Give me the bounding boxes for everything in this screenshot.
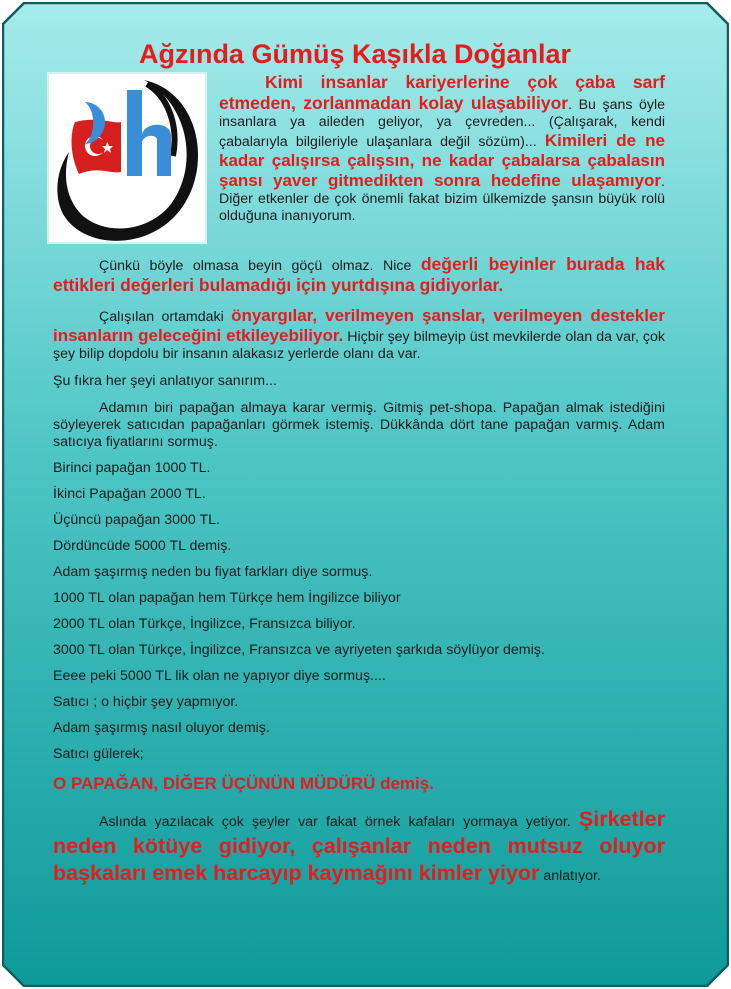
- joke-line: Eeee peki 5000 TL lik olan ne yapıyor diye sormuş....: [53, 668, 386, 684]
- workplace-text-2: Hiçbir şey bilmeyip üst mevkilerde olan da var, çok şey bilip dopdolu bir insanın alakasız yerlerde olanı da var.: [53, 329, 665, 362]
- joke-paragraph: Adamın biri papağan almaya karar vermiş. Gitmiş pet-shopa. Papağan almak istediğini söyleyerek satıcıdan papağanları görmek istemiş. Dükkânda dört tane papağan varmış. Adam satıcıya fiyatlarını sormuş.: [53, 400, 665, 450]
- intro-highlight-1: Kimi insanlar kariyerlerine çok çaba sarf etmeden, zorlanmadan kolay ulaşabiliyor: [219, 72, 665, 113]
- joke-line: Üçüncü papağan 3000 TL.: [53, 512, 220, 528]
- intro-highlight-2: Kimileri de ne kadar çalışırsa çalışsın, ne kadar çabalarsa çabalasın şansı yaver gitmedikten sonra hedefine ulaşamıyor: [219, 131, 665, 190]
- article: [53, 38, 665, 887]
- joke-line: Birinci papağan 1000 TL.: [53, 460, 211, 476]
- closing-text-2: anlatıyor.: [539, 868, 601, 884]
- logo: [47, 72, 207, 244]
- joke-line: Satıcı gülerek;: [53, 746, 144, 762]
- joke-line: 3000 TL olan Türkçe, İngilizce, Fransızca ve ayriyeten şarkıda söylüyor demiş.: [53, 642, 545, 658]
- document-panel: [2, 2, 729, 987]
- joke-lines: [53, 460, 665, 763]
- workplace-paragraph: [53, 306, 665, 363]
- joke-line: 1000 TL olan papağan hem Türkçe hem İngilizce biliyor: [53, 590, 401, 606]
- brain-drain-text: Çünkü böyle olmasa beyin göçü olmaz. Nice: [99, 258, 421, 274]
- joke-line: 2000 TL olan Türkçe, İngilizce, Fransızca biliyor.: [53, 616, 356, 632]
- workplace-text-1: Çalışılan ortamdaki: [99, 309, 232, 325]
- closing-highlight: Şirketler neden kötüye gidiyor, çalışanlar neden mutsuz oluyor başkaları emek harcayıp kaymağını kimler yiyor: [53, 807, 665, 885]
- workplace-highlight: önyargılar, verilmeyen şanslar, verilmeyen destekler insanların geleceğini etkileyebiliyor.: [53, 306, 665, 345]
- punchline: O PAPAĞAN, DİĞER ÜÇÜNÜN MÜDÜRÜ demiş.: [53, 774, 434, 793]
- dh-logo-with-flag-icon: [49, 74, 205, 242]
- joke-line: Adam şaşırmış nasıl oluyor demiş.: [53, 720, 270, 736]
- brain-drain-highlight: değerli beyinler burada hak ettikleri değerleri bulamadığı için yurtdışına gidiyorlar.: [53, 254, 665, 295]
- closing-text: Aslında yazılacak çok şeyler var fakat örnek kafaları yormaya yetiyor.: [99, 814, 571, 830]
- joke-line: Dördüncüde 5000 TL demiş.: [53, 538, 232, 554]
- page-title: Ağzında Gümüş Kaşıkla Doğanlar: [138, 39, 572, 69]
- intro-text-2: . Diğer etkenler de çok önemli fakat bizim ülkemizde şansın büyük rolü olduğuna inanıyorum.: [219, 174, 665, 224]
- intro-text-1: . Bu şans öyle insanlara ya aileden geliyor, ya çevreden... (Çalışarak, kendi çabalarıyla bilgileriyle ulaşanlara değil sözüm)...: [219, 97, 665, 150]
- joke-line: Adam şaşırmış neden bu fiyat farkları diye sormuş.: [53, 564, 373, 580]
- joke-intro: Şu fıkra her şeyi anlatıyor sanırım...: [53, 373, 277, 389]
- brain-drain-paragraph: [53, 248, 665, 296]
- closing-paragraph: [53, 806, 665, 887]
- joke-line: İkinci Papağan 2000 TL.: [53, 486, 206, 502]
- joke-line: Satıcı ; o hiçbir şey yapmıyor.: [53, 694, 239, 710]
